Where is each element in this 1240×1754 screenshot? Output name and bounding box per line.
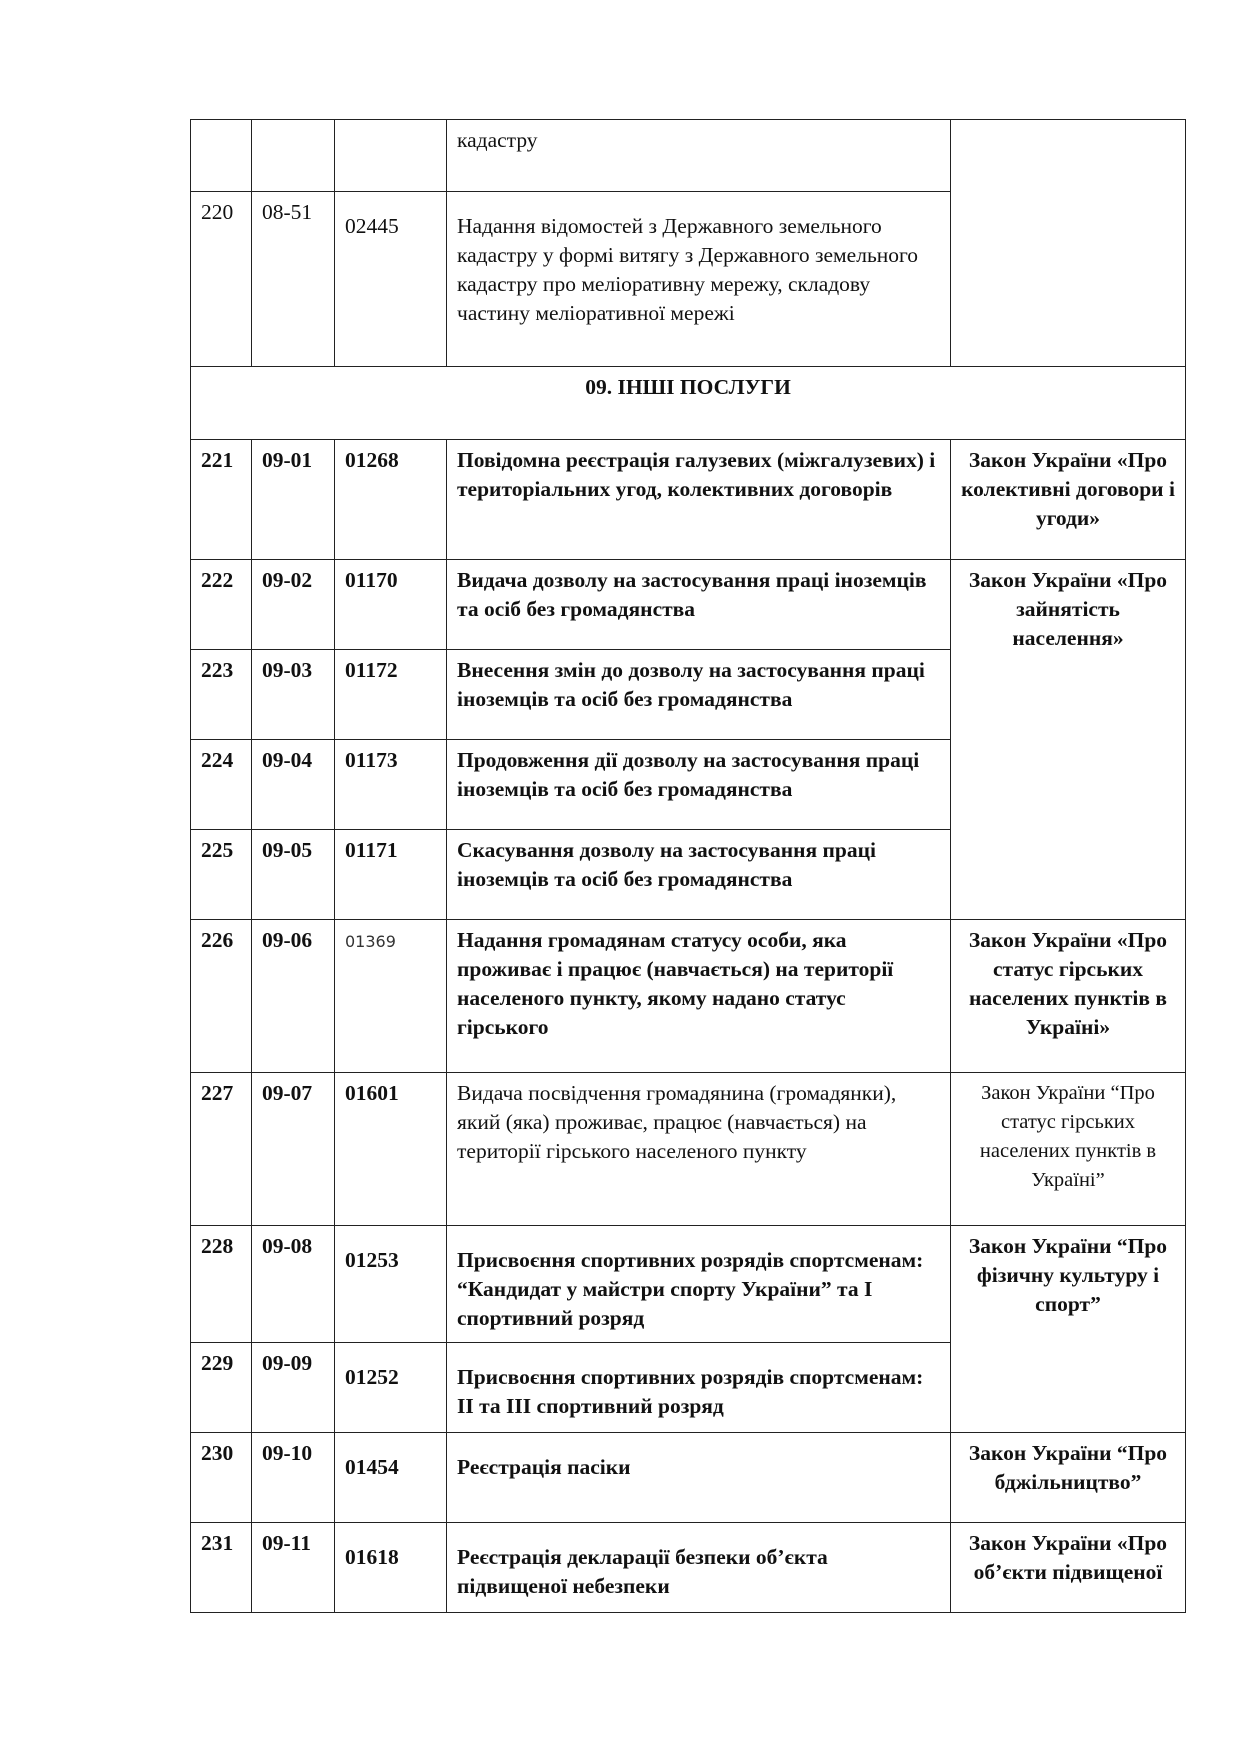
row-service-id: 01172 [335,650,447,740]
row-description: Продовження дії дозволу на застосування праці іноземців та осіб без громадянства [447,740,951,830]
row-description: Видача дозволу на застосування праці іноземців та осіб без громадянства [447,560,951,650]
row-service-id: 01454 [335,1433,447,1523]
row-code-cell [252,120,335,192]
row-service-id: 01369 [335,920,447,1073]
row-number: 223 [191,650,252,740]
row-number: 229 [191,1343,252,1433]
row-code: 09-02 [252,560,335,650]
table-row [191,560,1186,650]
row-code: 09-11 [252,1523,335,1613]
row-description: Присвоєння спортивних розрядів спортсменам: ІІ та ІІІ спортивний розряд [447,1343,951,1433]
row-code: 09-04 [252,740,335,830]
row-code: 09-05 [252,830,335,920]
row-id-cell [335,120,447,192]
row-code: 09-10 [252,1433,335,1523]
row-description: Присвоєння спортивних розрядів спортсменам: “Кандидат у майстри спорту України” та І спортивний розряд [447,1226,951,1343]
row-law: Закон України “Про статус гірських населених пунктів в Україні” [951,1073,1186,1226]
row-number: 222 [191,560,252,650]
row-number: 231 [191,1523,252,1613]
row-code: 09-07 [252,1073,335,1226]
row-service-id: 01170 [335,560,447,650]
row-law-cell [951,120,1186,367]
row-description: Надання громадянам статусу особи, яка проживає і працює (навчається) на території населеного пункту, якому надано статус гірського [447,920,951,1073]
row-law: Закон України «Про зайнятість населення» [951,560,1186,920]
row-description: Скасування дозволу на застосування праці іноземців та осіб без громадянства [447,830,951,920]
row-service-id: 01253 [335,1226,447,1343]
row-number-cell [191,120,252,192]
row-description: кадастру [447,120,951,192]
row-number: 230 [191,1433,252,1523]
row-description: Реєстрація декларації безпеки об’єкта підвищеної небезпеки [447,1523,951,1613]
row-description: Повідомна реєстрація галузевих (міжгалузевих) і територіальних угод, колективних договорів [447,440,951,560]
table-row [191,1433,1186,1523]
row-law: Закон України «Про статус гірських населених пунктів в Україні» [951,920,1186,1073]
row-number: 226 [191,920,252,1073]
row-code: 08-51 [252,192,335,367]
row-description: Надання відомостей з Державного земельного кадастру у формі витягу з Державного земельного кадастру про меліоративну мережу, складову частину меліоративної мережі [447,192,951,367]
row-law: Закон України “Про бджільництво” [951,1433,1186,1523]
row-number: 224 [191,740,252,830]
row-code: 09-03 [252,650,335,740]
row-service-id: 01173 [335,740,447,830]
table-row [191,1226,1186,1343]
row-number: 228 [191,1226,252,1343]
table-row [191,1523,1186,1613]
section-header-row [191,367,1186,440]
row-code: 09-08 [252,1226,335,1343]
services-table [190,119,1186,1613]
row-number: 220 [191,192,252,367]
table-row [191,920,1186,1073]
row-law: Закон України “Про фізичну культуру і спорт” [951,1226,1186,1433]
row-service-id: 01268 [335,440,447,560]
row-service-id: 01171 [335,830,447,920]
row-service-id: 01601 [335,1073,447,1226]
row-description: Реєстрація пасіки [447,1433,951,1523]
row-number: 221 [191,440,252,560]
row-description: Видача посвідчення громадянина (громадянки), який (яка) проживає, працює (навчається) на території гірського населеного пункту [447,1073,951,1226]
table-row [191,120,1186,192]
row-service-id: 02445 [335,192,447,367]
row-code: 09-06 [252,920,335,1073]
row-service-id: 01618 [335,1523,447,1613]
section-title: 09. ІНШІ ПОСЛУГИ [191,367,1186,440]
row-law: Закон України «Про колективні договори і угоди» [951,440,1186,560]
row-code: 09-09 [252,1343,335,1433]
row-code: 09-01 [252,440,335,560]
table-row [191,1073,1186,1226]
row-description: Внесення змін до дозволу на застосування праці іноземців та осіб без громадянства [447,650,951,740]
row-number: 225 [191,830,252,920]
table-row [191,440,1186,560]
row-law: Закон України «Про об’єкти підвищеної [951,1523,1186,1613]
row-number: 227 [191,1073,252,1226]
row-service-id: 01252 [335,1343,447,1433]
